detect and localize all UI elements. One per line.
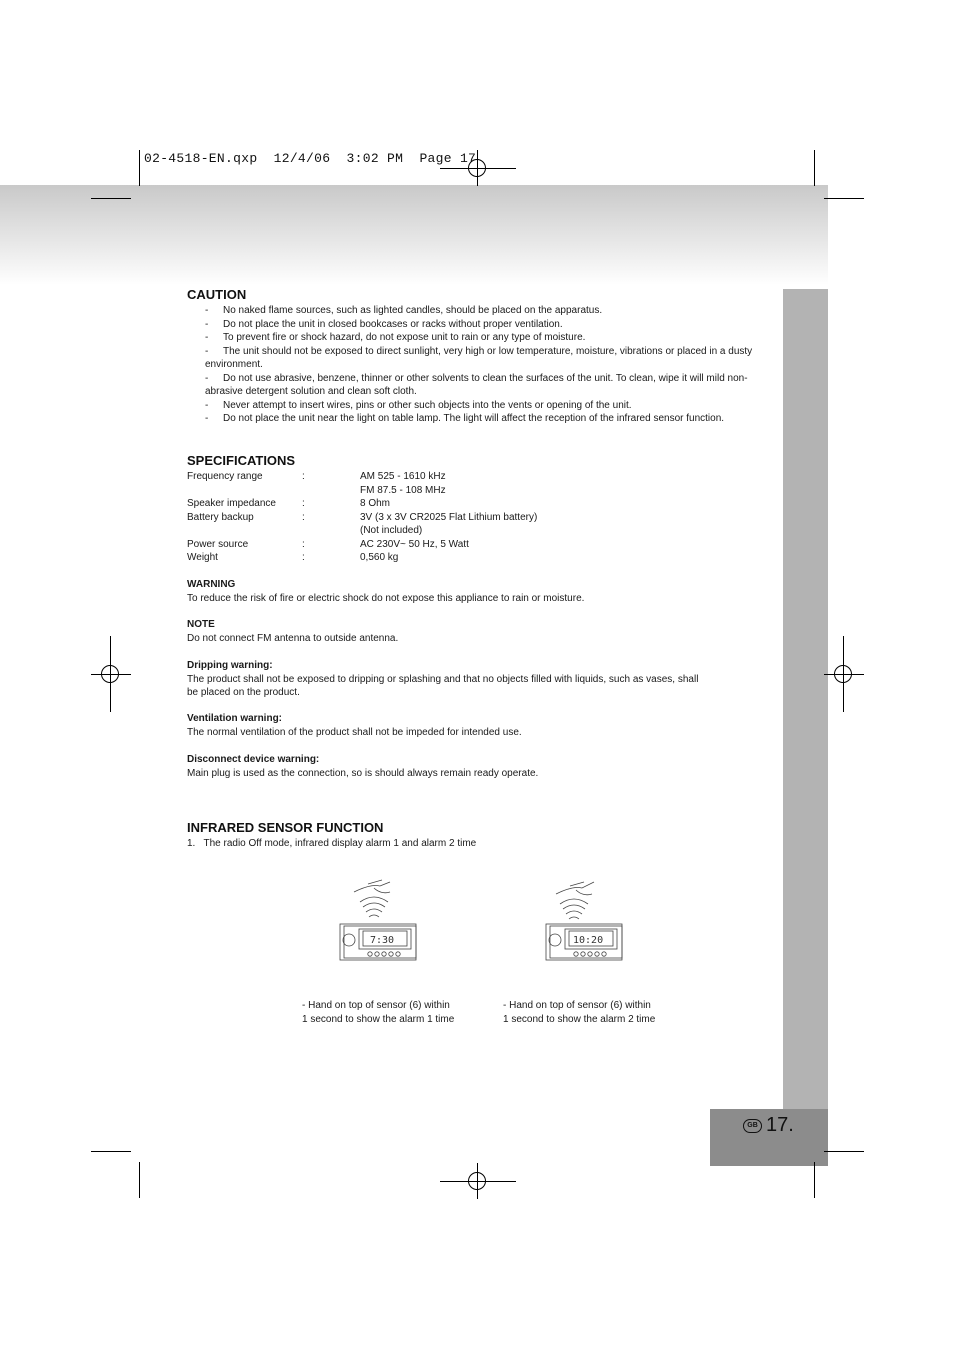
ventilation-block — [187, 712, 747, 739]
list-item: - Do not place the unit in closed bookcases or racks without proper ventilation. — [205, 318, 563, 330]
alarm1-caption-line1: - Hand on top of sensor (6) within — [302, 1000, 450, 1011]
disconnect-heading: Disconnect device warning: — [187, 754, 320, 765]
list-item: 1. The radio Off mode, infrared display alarm 1 and alarm 2 time — [187, 838, 477, 849]
list-item: - Never attempt to insert wires, pins or other such objects into the vents or opening of the unit. — [205, 399, 632, 411]
alarm2-clock-illustration — [542, 874, 626, 966]
alarm2-caption — [503, 999, 655, 1027]
list-item: - No naked flame sources, such as lighted candles, should be placed on the apparatus. — [205, 305, 603, 316]
note-text: Do not connect FM antenna to outside antenna. — [187, 632, 399, 644]
list-item: - To prevent fire or shock hazard, do not expose unit to rain or any type of moisture. — [205, 332, 586, 343]
file-slug: 02-4518-EN.qxp 12/4/06 3:02 PM Page 17 — [144, 151, 477, 166]
specifications-heading: SPECIFICATIONS — [187, 453, 296, 468]
alarm1-caption — [302, 999, 454, 1027]
list-item: - Do not place the unit near the light on table lamp. The light will affect the reception of the infrared sensor function. — [205, 413, 725, 424]
list-item-continuation: abrasive detergent solution and clean soft cloth. — [205, 386, 417, 397]
caution-list — [205, 304, 775, 426]
caution-heading: CAUTION — [187, 287, 247, 302]
warning-text: To reduce the risk of fire or electric shock do not expose this appliance to rain or moisture. — [187, 592, 585, 604]
dripping-block — [187, 659, 747, 700]
infrared-heading: INFRARED SENSOR FUNCTION — [187, 820, 384, 835]
list-item: - The unit should not be exposed to direct sunlight, very high or low temperature, moisture, vibrations or placed in a dusty — [205, 345, 753, 357]
warning-block — [187, 578, 747, 605]
alarm1-caption-line2: 1 second to show the alarm 1 time — [302, 1014, 455, 1025]
header-gradient-band — [0, 185, 828, 285]
alarm1-clock-illustration — [338, 874, 422, 966]
note-heading: NOTE — [187, 619, 215, 630]
disconnect-block — [187, 753, 747, 780]
country-badge: GB — [743, 1119, 762, 1133]
ventilation-text: The normal ventilation of the product shall not be impeded for intended use. — [187, 726, 522, 738]
note-block — [187, 618, 747, 645]
disconnect-text: Main plug is used as the connection, so is should always remain ready operate. — [187, 767, 539, 779]
warning-heading: WARNING — [187, 579, 236, 590]
dripping-heading: Dripping warning: — [187, 660, 273, 671]
list-item-continuation: environment. — [205, 359, 263, 370]
alarm2-caption-line1: - Hand on top of sensor (6) within — [503, 1000, 651, 1011]
alarm2-display-text: 10:20 — [573, 935, 604, 946]
dripping-text-line2: be placed on the product. — [187, 687, 300, 698]
side-tab-bar — [783, 289, 828, 1109]
alarm2-caption-line2: 1 second to show the alarm 2 time — [503, 1014, 656, 1025]
page-number: 17. — [766, 1114, 794, 1136]
alarm1-display-text: 7:30 — [370, 935, 395, 946]
ventilation-heading: Ventilation warning: — [187, 713, 283, 724]
dripping-text-line1: The product shall not be exposed to dripping or splashing and that no objects filled with liquids, such as vases, shall — [187, 673, 699, 685]
list-item: - Do not use abrasive, benzene, thinner or other solvents to clean the surfaces of the unit. To clean, wipe it will mild non- — [205, 372, 748, 384]
